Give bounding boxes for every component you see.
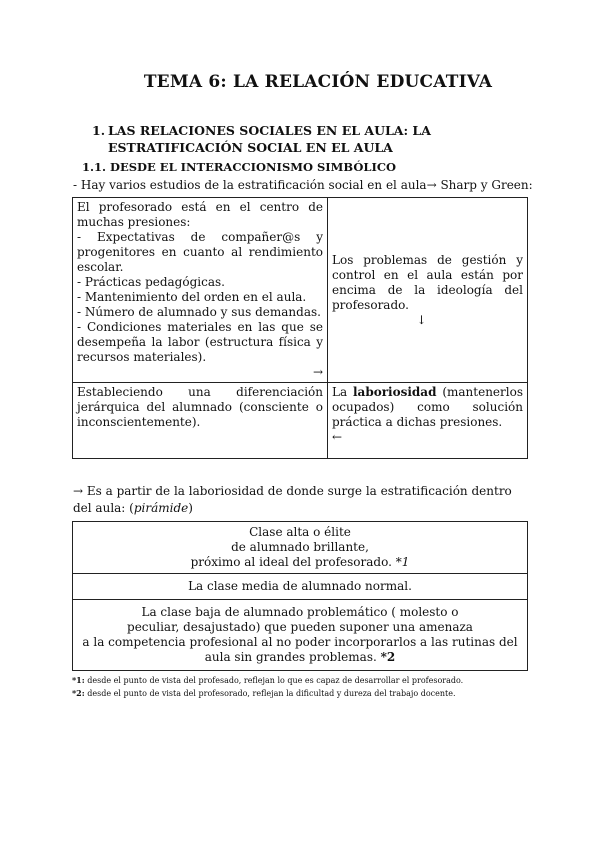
section-heading [92, 122, 532, 156]
pyramid-table [72, 521, 528, 671]
hierarchy-text: Estableciendo una diferenciación jerárquica del alumnado (consciente o inconscientemente). [77, 385, 323, 429]
upper-class-cell: Clase alta o élite de alumnado brillante, próximo al ideal del profesorado. *1 [73, 522, 528, 574]
pressures-lead: El profesorado está en el centro de muchas presiones: [77, 200, 323, 229]
hierarchy-cell [73, 383, 328, 459]
lower-class-cell: La clase baja de alumnado problemático ( molesto o peculiar, desajustado) que pueden suponer una amenaza a la competencia profesional al no poder incorporarlos a las rutinas del aula sin grandes problemas. *2 [73, 600, 528, 671]
page-title: TEMA 6: LA RELACIÓN EDUCATIVA [143, 72, 493, 92]
footnote-ref-2: *2 [380, 650, 396, 664]
footnote-1: *1: desde el punto de vista del profesado, reflejan lo que es capaz de desarrollar el profesorado. [72, 675, 464, 685]
middle-class-cell: La clase media de alumnado normal. [73, 574, 528, 600]
management-text: Los problemas de gestión y control en el aula están por encima de la ideología del profesorado. [332, 252, 523, 312]
footnotes [72, 674, 532, 700]
intro-text: - Hay varios estudios de la estratificación social en el aula→ Sharp y Green: [73, 178, 533, 192]
pressure-item: - Número de alumnado y sus demandas. [77, 305, 321, 319]
arrow-right-icon: → [312, 365, 323, 379]
section-number: 1. [92, 123, 106, 138]
pressure-item: - Expectativas de compañer@s y progenitores en cuanto al rendimiento escolar. [77, 230, 323, 274]
pressure-item: - Mantenimiento del orden en el aula. [77, 290, 307, 304]
stratification-paragraph: → Es a partir de la laboriosidad de donde surge la estratificación dentro del aula: (pirámide) [73, 484, 512, 515]
footnote-2: *2: desde el punto de vista del profesorado, reflejan la dificultad y dureza del trabajo docente. [72, 688, 456, 698]
subsection-heading: 1.1. DESDE EL INTERACCIONISMO SIMBÓLICO [82, 160, 396, 174]
laboriousness-cell [328, 383, 528, 459]
pressure-item: - Condiciones materiales en las que se desempeña la labor (estructura física y recursos materiales). → [77, 320, 323, 379]
pyramid-term: pirámide [133, 501, 189, 515]
section-heading-text: LAS RELACIONES SOCIALES EN EL AULA: LA ESTRATIFICACIÓN SOCIAL EN EL AULA [108, 123, 431, 155]
laboriousness-text: La laboriosidad (mantenerlos ocupados) como solución práctica a dichas presiones. [332, 385, 523, 429]
footnote-ref-1: *1 [395, 555, 410, 569]
arrow-down-icon: ↓ [416, 312, 427, 327]
pressures-table [72, 197, 528, 459]
laboriousness-term: laboriosidad [352, 385, 437, 399]
arrow-left-icon: ← [332, 430, 343, 444]
pressure-item: - Prácticas pedagógicas. [77, 275, 225, 289]
management-cell [328, 198, 528, 383]
pressures-cell [73, 198, 328, 383]
